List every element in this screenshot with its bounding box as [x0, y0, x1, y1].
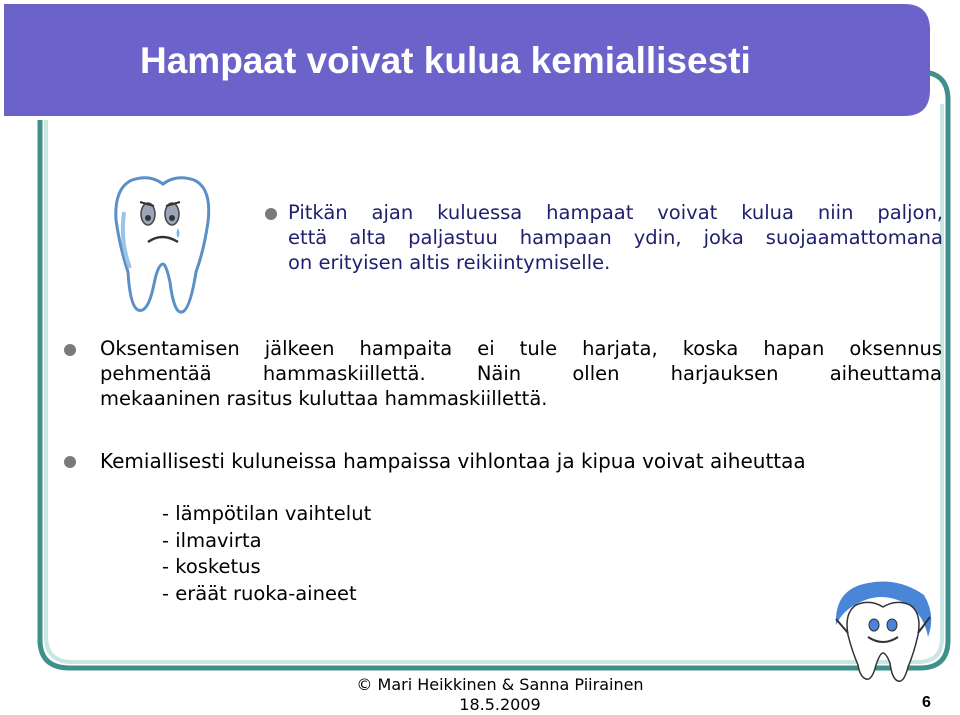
- slide-title: Hampaat voivat kulua kemiallisesti: [140, 40, 751, 81]
- bullet-point: [265, 208, 277, 220]
- bullet-1-line-1: Pitkän ajan kuluessa hampaat voivat kulua niin paljon,: [288, 201, 943, 224]
- list-item: - lämpötilan vaihtelut: [162, 502, 372, 525]
- page-number: 6: [922, 694, 931, 711]
- sad-tooth-icon: [110, 172, 216, 316]
- bullet-2-line-2: pehmentää hammaskiillettä. Näin ollen harjauksen aiheuttama: [100, 362, 942, 385]
- list-item: - kosketus: [162, 555, 261, 578]
- bullet-point: [64, 344, 76, 356]
- bullet-point: [64, 456, 76, 468]
- bullet-text-3: Kemiallisesti kuluneissa hampaissa vihlontaa ja kipua voivat aiheuttaa: [100, 449, 806, 473]
- happy-tooth-icon: [828, 575, 938, 685]
- bullet-text-1: [288, 200, 943, 275]
- footer-authors: © Mari Heikkinen & Sanna Piirainen: [356, 675, 644, 694]
- symptom-list: [162, 501, 371, 607]
- footer: [340, 675, 660, 715]
- bullet-text-2: [100, 336, 942, 411]
- bullet-2-line-1: Oksentamisen jälkeen hampaita ei tule harjata, koska hapan oksennus: [100, 337, 942, 360]
- footer-date: 18.5.2009: [459, 695, 541, 714]
- list-item: - ilmavirta: [162, 528, 262, 552]
- list-item: - eräät ruoka-aineet: [162, 581, 357, 605]
- bullet-1-line-2: että alta paljastuu hampaan ydin, joka suojaamattomana: [288, 226, 943, 249]
- bullet-2-line-3: mekaaninen rasitus kuluttaa hammaskiillettä.: [100, 387, 548, 410]
- bullet-1-line-3: on erityisen altis reikiintymiselle.: [288, 251, 611, 274]
